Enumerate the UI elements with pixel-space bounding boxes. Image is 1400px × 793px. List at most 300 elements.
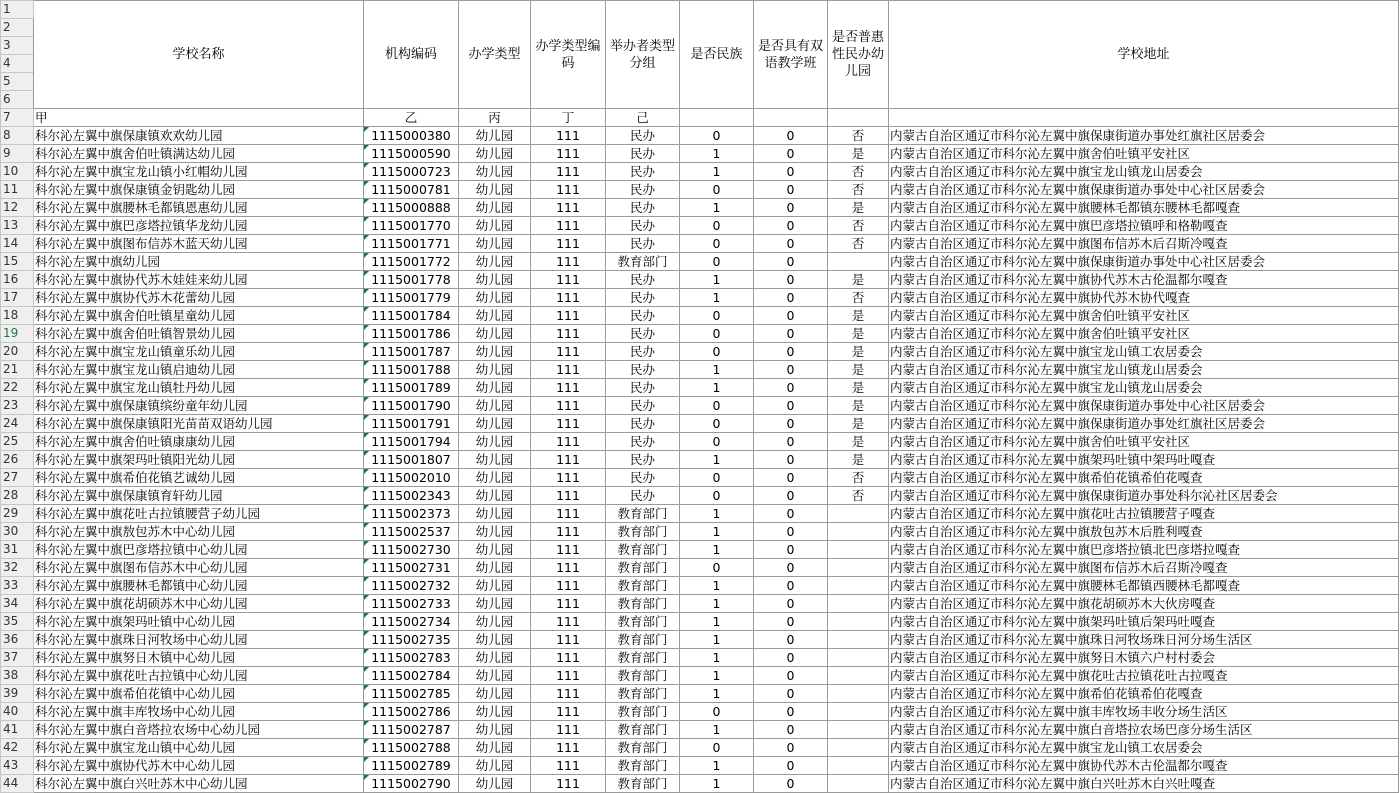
- cell-bilingual[interactable]: 0: [754, 325, 828, 343]
- cell-bilingual[interactable]: 0: [754, 559, 828, 577]
- cell-is-ethnic[interactable]: 1: [680, 685, 754, 703]
- cell-is-ethnic[interactable]: 1: [680, 523, 754, 541]
- cell-bilingual[interactable]: 0: [754, 667, 828, 685]
- cell-sponsor-group[interactable]: 民办: [606, 235, 680, 253]
- row-number[interactable]: 20: [1, 343, 34, 361]
- cell-sponsor-group[interactable]: 教育部门: [606, 505, 680, 523]
- cell-school-type[interactable]: 幼儿园: [459, 433, 531, 451]
- cell-school-type[interactable]: 幼儿园: [459, 307, 531, 325]
- cell-address[interactable]: 内蒙古自治区通辽市科尔沁左翼中旗保康街道办事处中心社区居委会: [889, 397, 1399, 415]
- cell-address[interactable]: 内蒙古自治区通辽市科尔沁左翼中旗保康街道办事处中心社区居委会: [889, 253, 1399, 271]
- cell-type-code[interactable]: 111: [531, 217, 606, 235]
- cell-school-type[interactable]: 幼儿园: [459, 199, 531, 217]
- cell-bilingual[interactable]: 0: [754, 361, 828, 379]
- row-number[interactable]: 36: [1, 631, 34, 649]
- cell-is-ethnic[interactable]: 0: [680, 181, 754, 199]
- header-school-type[interactable]: 办学类型: [459, 1, 531, 109]
- cell-is-ethnic[interactable]: 0: [680, 469, 754, 487]
- cell-is-ethnic[interactable]: 0: [680, 253, 754, 271]
- cell-sponsor-group[interactable]: 民办: [606, 415, 680, 433]
- cell-inclusive-private[interactable]: 否: [828, 217, 889, 235]
- cell-school-type[interactable]: 幼儿园: [459, 343, 531, 361]
- header-bilingual[interactable]: 是否具有双语教学班: [754, 1, 828, 109]
- cell-school-name[interactable]: 科尔沁左翼中旗图布信苏木中心幼儿园: [34, 559, 364, 577]
- cell-bilingual[interactable]: 0: [754, 703, 828, 721]
- cell-inclusive-private[interactable]: 否: [828, 487, 889, 505]
- cell-org-code[interactable]: 1115001770: [364, 217, 459, 235]
- cell-bilingual[interactable]: 0: [754, 505, 828, 523]
- cell-school-name[interactable]: 科尔沁左翼中旗白音塔拉农场中心幼儿园: [34, 721, 364, 739]
- cell-sponsor-group[interactable]: 民办: [606, 397, 680, 415]
- cell-is-ethnic[interactable]: 0: [680, 235, 754, 253]
- row-number[interactable]: 40: [1, 703, 34, 721]
- cell-address[interactable]: 内蒙古自治区通辽市科尔沁左翼中旗花吐古拉镇花吐古拉嘎查: [889, 667, 1399, 685]
- cell-bilingual[interactable]: 0: [754, 721, 828, 739]
- cell-school-name[interactable]: 科尔沁左翼中旗宝龙山镇童乐幼儿园: [34, 343, 364, 361]
- cell-bilingual[interactable]: 0: [754, 631, 828, 649]
- cell-bilingual[interactable]: 0: [754, 307, 828, 325]
- cell-school-type[interactable]: 幼儿园: [459, 739, 531, 757]
- cell-type-code[interactable]: 111: [531, 613, 606, 631]
- cell-bilingual[interactable]: 0: [754, 685, 828, 703]
- cell-address[interactable]: 内蒙古自治区通辽市科尔沁左翼中旗巴彦塔拉镇呼和格勒嘎查: [889, 217, 1399, 235]
- label-cell-address[interactable]: [889, 109, 1399, 127]
- cell-sponsor-group[interactable]: 民办: [606, 361, 680, 379]
- cell-address[interactable]: 内蒙古自治区通辽市科尔沁左翼中旗宝龙山镇龙山居委会: [889, 379, 1399, 397]
- cell-school-type[interactable]: 幼儿园: [459, 361, 531, 379]
- cell-sponsor-group[interactable]: 教育部门: [606, 685, 680, 703]
- cell-sponsor-group[interactable]: 教育部门: [606, 631, 680, 649]
- cell-org-code[interactable]: 1115002730: [364, 541, 459, 559]
- cell-inclusive-private[interactable]: [828, 613, 889, 631]
- cell-inclusive-private[interactable]: [828, 739, 889, 757]
- cell-school-name[interactable]: 科尔沁左翼中旗花吐古拉镇中心幼儿园: [34, 667, 364, 685]
- cell-bilingual[interactable]: 0: [754, 523, 828, 541]
- cell-school-type[interactable]: 幼儿园: [459, 163, 531, 181]
- cell-school-name[interactable]: 科尔沁左翼中旗架玛吐镇阳光幼儿园: [34, 451, 364, 469]
- row-number[interactable]: 16: [1, 271, 34, 289]
- cell-org-code[interactable]: 1115001790: [364, 397, 459, 415]
- cell-school-type[interactable]: 幼儿园: [459, 649, 531, 667]
- cell-bilingual[interactable]: 0: [754, 775, 828, 793]
- cell-type-code[interactable]: 111: [531, 325, 606, 343]
- cell-inclusive-private[interactable]: [828, 667, 889, 685]
- cell-is-ethnic[interactable]: 1: [680, 271, 754, 289]
- cell-type-code[interactable]: 111: [531, 307, 606, 325]
- cell-org-code[interactable]: 1115000888: [364, 199, 459, 217]
- cell-school-type[interactable]: 幼儿园: [459, 703, 531, 721]
- cell-bilingual[interactable]: 0: [754, 379, 828, 397]
- cell-school-type[interactable]: 幼儿园: [459, 577, 531, 595]
- cell-is-ethnic[interactable]: 1: [680, 145, 754, 163]
- cell-school-type[interactable]: 幼儿园: [459, 613, 531, 631]
- cell-school-type[interactable]: 幼儿园: [459, 631, 531, 649]
- row-number[interactable]: 17: [1, 289, 34, 307]
- cell-address[interactable]: 内蒙古自治区通辽市科尔沁左翼中旗珠日河牧场珠日河分场生活区: [889, 631, 1399, 649]
- cell-sponsor-group[interactable]: 民办: [606, 289, 680, 307]
- cell-is-ethnic[interactable]: 1: [680, 667, 754, 685]
- cell-bilingual[interactable]: 0: [754, 397, 828, 415]
- cell-type-code[interactable]: 111: [531, 271, 606, 289]
- cell-bilingual[interactable]: 0: [754, 739, 828, 757]
- cell-is-ethnic[interactable]: 1: [680, 379, 754, 397]
- cell-is-ethnic[interactable]: 1: [680, 757, 754, 775]
- cell-school-name[interactable]: 科尔沁左翼中旗幼儿园: [34, 253, 364, 271]
- cell-school-name[interactable]: 科尔沁左翼中旗宝龙山镇启迪幼儿园: [34, 361, 364, 379]
- cell-org-code[interactable]: 1115002786: [364, 703, 459, 721]
- cell-school-name[interactable]: 科尔沁左翼中旗舍伯吐镇康康幼儿园: [34, 433, 364, 451]
- cell-org-code[interactable]: 1115000723: [364, 163, 459, 181]
- row-number[interactable]: 32: [1, 559, 34, 577]
- cell-type-code[interactable]: 111: [531, 631, 606, 649]
- cell-org-code[interactable]: 1115002373: [364, 505, 459, 523]
- cell-sponsor-group[interactable]: 教育部门: [606, 757, 680, 775]
- cell-school-type[interactable]: 幼儿园: [459, 523, 531, 541]
- cell-address[interactable]: 内蒙古自治区通辽市科尔沁左翼中旗架玛吐镇中架玛吐嘎查: [889, 451, 1399, 469]
- row-number[interactable]: 42: [1, 739, 34, 757]
- cell-org-code[interactable]: 1115002734: [364, 613, 459, 631]
- label-cell-bilingual[interactable]: [754, 109, 828, 127]
- row-number[interactable]: 25: [1, 433, 34, 451]
- cell-school-name[interactable]: 科尔沁左翼中旗舍伯吐镇智景幼儿园: [34, 325, 364, 343]
- cell-is-ethnic[interactable]: 0: [680, 487, 754, 505]
- cell-sponsor-group[interactable]: 民办: [606, 145, 680, 163]
- cell-sponsor-group[interactable]: 民办: [606, 433, 680, 451]
- cell-type-code[interactable]: 111: [531, 541, 606, 559]
- cell-type-code[interactable]: 111: [531, 721, 606, 739]
- cell-org-code[interactable]: 1115002787: [364, 721, 459, 739]
- row-number[interactable]: 1: [1, 1, 34, 19]
- cell-inclusive-private[interactable]: [828, 595, 889, 613]
- cell-type-code[interactable]: 111: [531, 685, 606, 703]
- cell-school-type[interactable]: 幼儿园: [459, 487, 531, 505]
- cell-type-code[interactable]: 111: [531, 181, 606, 199]
- cell-is-ethnic[interactable]: 0: [680, 325, 754, 343]
- cell-school-type[interactable]: 幼儿园: [459, 235, 531, 253]
- cell-org-code[interactable]: 1115002783: [364, 649, 459, 667]
- cell-type-code[interactable]: 111: [531, 145, 606, 163]
- cell-inclusive-private[interactable]: 是: [828, 379, 889, 397]
- cell-type-code[interactable]: 111: [531, 253, 606, 271]
- label-cell-school-name[interactable]: 甲: [34, 109, 364, 127]
- cell-school-name[interactable]: 科尔沁左翼中旗腰林毛都镇恩惠幼儿园: [34, 199, 364, 217]
- cell-inclusive-private[interactable]: 是: [828, 397, 889, 415]
- cell-is-ethnic[interactable]: 0: [680, 415, 754, 433]
- row-number[interactable]: 33: [1, 577, 34, 595]
- cell-type-code[interactable]: 111: [531, 649, 606, 667]
- cell-type-code[interactable]: 111: [531, 397, 606, 415]
- cell-org-code[interactable]: 1115000781: [364, 181, 459, 199]
- cell-sponsor-group[interactable]: 教育部门: [606, 253, 680, 271]
- cell-inclusive-private[interactable]: [828, 523, 889, 541]
- cell-school-type[interactable]: 幼儿园: [459, 685, 531, 703]
- cell-org-code[interactable]: 1115001789: [364, 379, 459, 397]
- cell-school-name[interactable]: 科尔沁左翼中旗巴彦塔拉镇中心幼儿园: [34, 541, 364, 559]
- row-number[interactable]: 31: [1, 541, 34, 559]
- cell-type-code[interactable]: 111: [531, 739, 606, 757]
- cell-school-type[interactable]: 幼儿园: [459, 217, 531, 235]
- cell-inclusive-private[interactable]: [828, 253, 889, 271]
- cell-bilingual[interactable]: 0: [754, 469, 828, 487]
- cell-type-code[interactable]: 111: [531, 505, 606, 523]
- cell-bilingual[interactable]: 0: [754, 613, 828, 631]
- header-inclusive-private[interactable]: 是否普惠性民办幼儿园: [828, 1, 889, 109]
- cell-sponsor-group[interactable]: 民办: [606, 199, 680, 217]
- cell-is-ethnic[interactable]: 1: [680, 595, 754, 613]
- cell-inclusive-private[interactable]: [828, 649, 889, 667]
- cell-school-type[interactable]: 幼儿园: [459, 325, 531, 343]
- row-number[interactable]: 27: [1, 469, 34, 487]
- cell-is-ethnic[interactable]: 1: [680, 163, 754, 181]
- cell-is-ethnic[interactable]: 0: [680, 127, 754, 145]
- cell-school-name[interactable]: 科尔沁左翼中旗花胡硕苏木中心幼儿园: [34, 595, 364, 613]
- cell-org-code[interactable]: 1115001771: [364, 235, 459, 253]
- cell-inclusive-private[interactable]: 否: [828, 235, 889, 253]
- cell-address[interactable]: 内蒙古自治区通辽市科尔沁左翼中旗巴彦塔拉镇北巴彦塔拉嘎查: [889, 541, 1399, 559]
- cell-sponsor-group[interactable]: 教育部门: [606, 613, 680, 631]
- cell-bilingual[interactable]: 0: [754, 235, 828, 253]
- cell-school-type[interactable]: 幼儿园: [459, 469, 531, 487]
- cell-is-ethnic[interactable]: 0: [680, 703, 754, 721]
- cell-is-ethnic[interactable]: 1: [680, 199, 754, 217]
- cell-inclusive-private[interactable]: 是: [828, 325, 889, 343]
- cell-is-ethnic[interactable]: 1: [680, 505, 754, 523]
- cell-school-type[interactable]: 幼儿园: [459, 145, 531, 163]
- cell-sponsor-group[interactable]: 民办: [606, 181, 680, 199]
- header-sponsor-group[interactable]: 举办者类型分组: [606, 1, 680, 109]
- cell-school-name[interactable]: 科尔沁左翼中旗花吐古拉镇腰营子幼儿园: [34, 505, 364, 523]
- cell-school-name[interactable]: 科尔沁左翼中旗协代苏木花蕾幼儿园: [34, 289, 364, 307]
- cell-type-code[interactable]: 111: [531, 127, 606, 145]
- cell-school-type[interactable]: 幼儿园: [459, 415, 531, 433]
- cell-address[interactable]: 内蒙古自治区通辽市科尔沁左翼中旗保康街道办事处科尔沁社区居委会: [889, 487, 1399, 505]
- cell-inclusive-private[interactable]: 是: [828, 343, 889, 361]
- row-number[interactable]: 23: [1, 397, 34, 415]
- row-number[interactable]: 29: [1, 505, 34, 523]
- cell-is-ethnic[interactable]: 0: [680, 397, 754, 415]
- cell-org-code[interactable]: 1115001794: [364, 433, 459, 451]
- cell-address[interactable]: 内蒙古自治区通辽市科尔沁左翼中旗舍伯吐镇平安社区: [889, 307, 1399, 325]
- cell-inclusive-private[interactable]: [828, 541, 889, 559]
- cell-address[interactable]: 内蒙古自治区通辽市科尔沁左翼中旗敖包苏木后胜利嘎查: [889, 523, 1399, 541]
- cell-inclusive-private[interactable]: [828, 775, 889, 793]
- cell-sponsor-group[interactable]: 教育部门: [606, 559, 680, 577]
- cell-school-type[interactable]: 幼儿园: [459, 775, 531, 793]
- row-number[interactable]: 39: [1, 685, 34, 703]
- cell-school-name[interactable]: 科尔沁左翼中旗希伯花镇艺诚幼儿园: [34, 469, 364, 487]
- cell-is-ethnic[interactable]: 1: [680, 721, 754, 739]
- cell-sponsor-group[interactable]: 民办: [606, 451, 680, 469]
- cell-sponsor-group[interactable]: 民办: [606, 343, 680, 361]
- cell-school-type[interactable]: 幼儿园: [459, 127, 531, 145]
- row-number[interactable]: 2: [1, 19, 34, 37]
- cell-sponsor-group[interactable]: 教育部门: [606, 649, 680, 667]
- cell-address[interactable]: 内蒙古自治区通辽市科尔沁左翼中旗白音塔拉农场巴彦分场生活区: [889, 721, 1399, 739]
- cell-inclusive-private[interactable]: 是: [828, 415, 889, 433]
- cell-org-code[interactable]: 1115001791: [364, 415, 459, 433]
- row-number[interactable]: 28: [1, 487, 34, 505]
- cell-address[interactable]: 内蒙古自治区通辽市科尔沁左翼中旗宝龙山镇工农居委会: [889, 343, 1399, 361]
- cell-sponsor-group[interactable]: 教育部门: [606, 541, 680, 559]
- cell-sponsor-group[interactable]: 民办: [606, 325, 680, 343]
- cell-address[interactable]: 内蒙古自治区通辽市科尔沁左翼中旗希伯花镇希伯花嘎查: [889, 469, 1399, 487]
- cell-org-code[interactable]: 1115002343: [364, 487, 459, 505]
- cell-inclusive-private[interactable]: 否: [828, 289, 889, 307]
- cell-school-type[interactable]: 幼儿园: [459, 595, 531, 613]
- cell-address[interactable]: 内蒙古自治区通辽市科尔沁左翼中旗花吐古拉镇腰营子嘎查: [889, 505, 1399, 523]
- cell-org-code[interactable]: 1115001788: [364, 361, 459, 379]
- row-number[interactable]: 5: [1, 73, 34, 91]
- cell-org-code[interactable]: 1115002785: [364, 685, 459, 703]
- cell-inclusive-private[interactable]: 否: [828, 127, 889, 145]
- cell-org-code[interactable]: 1115002731: [364, 559, 459, 577]
- header-type-code[interactable]: 办学类型编码: [531, 1, 606, 109]
- cell-address[interactable]: 内蒙古自治区通辽市科尔沁左翼中旗努日木镇六户村村委会: [889, 649, 1399, 667]
- cell-org-code[interactable]: 1115001784: [364, 307, 459, 325]
- cell-school-name[interactable]: 科尔沁左翼中旗协代苏木中心幼儿园: [34, 757, 364, 775]
- cell-school-type[interactable]: 幼儿园: [459, 451, 531, 469]
- cell-inclusive-private[interactable]: [828, 703, 889, 721]
- cell-is-ethnic[interactable]: 1: [680, 649, 754, 667]
- cell-type-code[interactable]: 111: [531, 235, 606, 253]
- cell-inclusive-private[interactable]: 是: [828, 361, 889, 379]
- header-school-name[interactable]: 学校名称: [34, 1, 364, 109]
- cell-org-code[interactable]: 1115000590: [364, 145, 459, 163]
- cell-address[interactable]: 内蒙古自治区通辽市科尔沁左翼中旗协代苏木古伦温都尔嘎查: [889, 757, 1399, 775]
- cell-bilingual[interactable]: 0: [754, 199, 828, 217]
- cell-type-code[interactable]: 111: [531, 775, 606, 793]
- cell-bilingual[interactable]: 0: [754, 487, 828, 505]
- cell-address[interactable]: 内蒙古自治区通辽市科尔沁左翼中旗架玛吐镇后架玛吐嘎查: [889, 613, 1399, 631]
- cell-type-code[interactable]: 111: [531, 163, 606, 181]
- cell-school-name[interactable]: 科尔沁左翼中旗保康镇育轩幼儿园: [34, 487, 364, 505]
- cell-school-type[interactable]: 幼儿园: [459, 397, 531, 415]
- cell-inclusive-private[interactable]: [828, 505, 889, 523]
- cell-address[interactable]: 内蒙古自治区通辽市科尔沁左翼中旗图布信苏木后召斯冷嘎查: [889, 559, 1399, 577]
- cell-type-code[interactable]: 111: [531, 433, 606, 451]
- cell-school-name[interactable]: 科尔沁左翼中旗舍伯吐镇满达幼儿园: [34, 145, 364, 163]
- cell-sponsor-group[interactable]: 民办: [606, 307, 680, 325]
- cell-address[interactable]: 内蒙古自治区通辽市科尔沁左翼中旗宝龙山镇龙山居委会: [889, 163, 1399, 181]
- cell-sponsor-group[interactable]: 民办: [606, 217, 680, 235]
- cell-address[interactable]: 内蒙古自治区通辽市科尔沁左翼中旗希伯花镇希伯花嘎查: [889, 685, 1399, 703]
- cell-sponsor-group[interactable]: 民办: [606, 469, 680, 487]
- cell-type-code[interactable]: 111: [531, 379, 606, 397]
- header-is-ethnic[interactable]: 是否民族: [680, 1, 754, 109]
- cell-school-type[interactable]: 幼儿园: [459, 289, 531, 307]
- header-org-code[interactable]: 机构编码: [364, 1, 459, 109]
- cell-type-code[interactable]: 111: [531, 343, 606, 361]
- row-number[interactable]: 30: [1, 523, 34, 541]
- cell-school-type[interactable]: 幼儿园: [459, 757, 531, 775]
- cell-sponsor-group[interactable]: 教育部门: [606, 703, 680, 721]
- cell-org-code[interactable]: 1115002010: [364, 469, 459, 487]
- label-cell-sponsor-group[interactable]: 己: [606, 109, 680, 127]
- cell-sponsor-group[interactable]: 教育部门: [606, 595, 680, 613]
- row-number[interactable]: 6: [1, 91, 34, 109]
- cell-is-ethnic[interactable]: 1: [680, 451, 754, 469]
- cell-address[interactable]: 内蒙古自治区通辽市科尔沁左翼中旗协代苏木协代嘎查: [889, 289, 1399, 307]
- cell-is-ethnic[interactable]: 1: [680, 361, 754, 379]
- cell-type-code[interactable]: 111: [531, 757, 606, 775]
- cell-org-code[interactable]: 1115002732: [364, 577, 459, 595]
- cell-school-type[interactable]: 幼儿园: [459, 721, 531, 739]
- cell-school-name[interactable]: 科尔沁左翼中旗丰库牧场中心幼儿园: [34, 703, 364, 721]
- cell-school-name[interactable]: 科尔沁左翼中旗腰林毛都镇中心幼儿园: [34, 577, 364, 595]
- cell-school-type[interactable]: 幼儿园: [459, 271, 531, 289]
- cell-bilingual[interactable]: 0: [754, 145, 828, 163]
- cell-address[interactable]: 内蒙古自治区通辽市科尔沁左翼中旗宝龙山镇龙山居委会: [889, 361, 1399, 379]
- cell-bilingual[interactable]: 0: [754, 577, 828, 595]
- cell-type-code[interactable]: 111: [531, 559, 606, 577]
- cell-bilingual[interactable]: 0: [754, 451, 828, 469]
- cell-bilingual[interactable]: 0: [754, 415, 828, 433]
- row-number[interactable]: 10: [1, 163, 34, 181]
- cell-inclusive-private[interactable]: 是: [828, 145, 889, 163]
- cell-bilingual[interactable]: 0: [754, 217, 828, 235]
- cell-address[interactable]: 内蒙古自治区通辽市科尔沁左翼中旗图布信苏木后召斯冷嘎查: [889, 235, 1399, 253]
- cell-sponsor-group[interactable]: 民办: [606, 163, 680, 181]
- row-number[interactable]: 44: [1, 775, 34, 793]
- cell-type-code[interactable]: 111: [531, 523, 606, 541]
- cell-address[interactable]: 内蒙古自治区通辽市科尔沁左翼中旗白兴吐苏木白兴吐嘎查: [889, 775, 1399, 793]
- cell-school-name[interactable]: 科尔沁左翼中旗保康镇金钥匙幼儿园: [34, 181, 364, 199]
- cell-type-code[interactable]: 111: [531, 577, 606, 595]
- cell-school-name[interactable]: 科尔沁左翼中旗敖包苏木中心幼儿园: [34, 523, 364, 541]
- row-number[interactable]: 19: [1, 325, 34, 343]
- cell-school-name[interactable]: 科尔沁左翼中旗舍伯吐镇星童幼儿园: [34, 307, 364, 325]
- cell-address[interactable]: 内蒙古自治区通辽市科尔沁左翼中旗舍伯吐镇平安社区: [889, 145, 1399, 163]
- row-number[interactable]: 14: [1, 235, 34, 253]
- cell-type-code[interactable]: 111: [531, 667, 606, 685]
- cell-inclusive-private[interactable]: 是: [828, 199, 889, 217]
- cell-is-ethnic[interactable]: 1: [680, 289, 754, 307]
- cell-type-code[interactable]: 111: [531, 469, 606, 487]
- cell-org-code[interactable]: 1115002789: [364, 757, 459, 775]
- cell-type-code[interactable]: 111: [531, 199, 606, 217]
- row-number[interactable]: 7: [1, 109, 34, 127]
- row-number[interactable]: 37: [1, 649, 34, 667]
- label-cell-inclusive[interactable]: [828, 109, 889, 127]
- cell-school-name[interactable]: 科尔沁左翼中旗希伯花镇中心幼儿园: [34, 685, 364, 703]
- row-number[interactable]: 8: [1, 127, 34, 145]
- cell-type-code[interactable]: 111: [531, 595, 606, 613]
- cell-school-type[interactable]: 幼儿园: [459, 379, 531, 397]
- row-number[interactable]: 43: [1, 757, 34, 775]
- cell-org-code[interactable]: 1115002733: [364, 595, 459, 613]
- cell-org-code[interactable]: 1115002790: [364, 775, 459, 793]
- cell-bilingual[interactable]: 0: [754, 127, 828, 145]
- cell-is-ethnic[interactable]: 1: [680, 775, 754, 793]
- row-number[interactable]: 34: [1, 595, 34, 613]
- cell-inclusive-private[interactable]: 否: [828, 181, 889, 199]
- row-number[interactable]: 26: [1, 451, 34, 469]
- label-cell-school-type[interactable]: 丙: [459, 109, 531, 127]
- cell-school-name[interactable]: 科尔沁左翼中旗白兴吐苏木中心幼儿园: [34, 775, 364, 793]
- cell-school-name[interactable]: 科尔沁左翼中旗宝龙山镇牡丹幼儿园: [34, 379, 364, 397]
- cell-inclusive-private[interactable]: 否: [828, 469, 889, 487]
- row-number[interactable]: 18: [1, 307, 34, 325]
- cell-org-code[interactable]: 1115001778: [364, 271, 459, 289]
- row-number[interactable]: 11: [1, 181, 34, 199]
- cell-address[interactable]: 内蒙古自治区通辽市科尔沁左翼中旗保康街道办事处红旗社区居委会: [889, 127, 1399, 145]
- cell-type-code[interactable]: 111: [531, 451, 606, 469]
- cell-sponsor-group[interactable]: 教育部门: [606, 739, 680, 757]
- cell-bilingual[interactable]: 0: [754, 163, 828, 181]
- row-number[interactable]: 21: [1, 361, 34, 379]
- cell-school-name[interactable]: 科尔沁左翼中旗珠日河牧场中心幼儿园: [34, 631, 364, 649]
- cell-school-name[interactable]: 科尔沁左翼中旗宝龙山镇中心幼儿园: [34, 739, 364, 757]
